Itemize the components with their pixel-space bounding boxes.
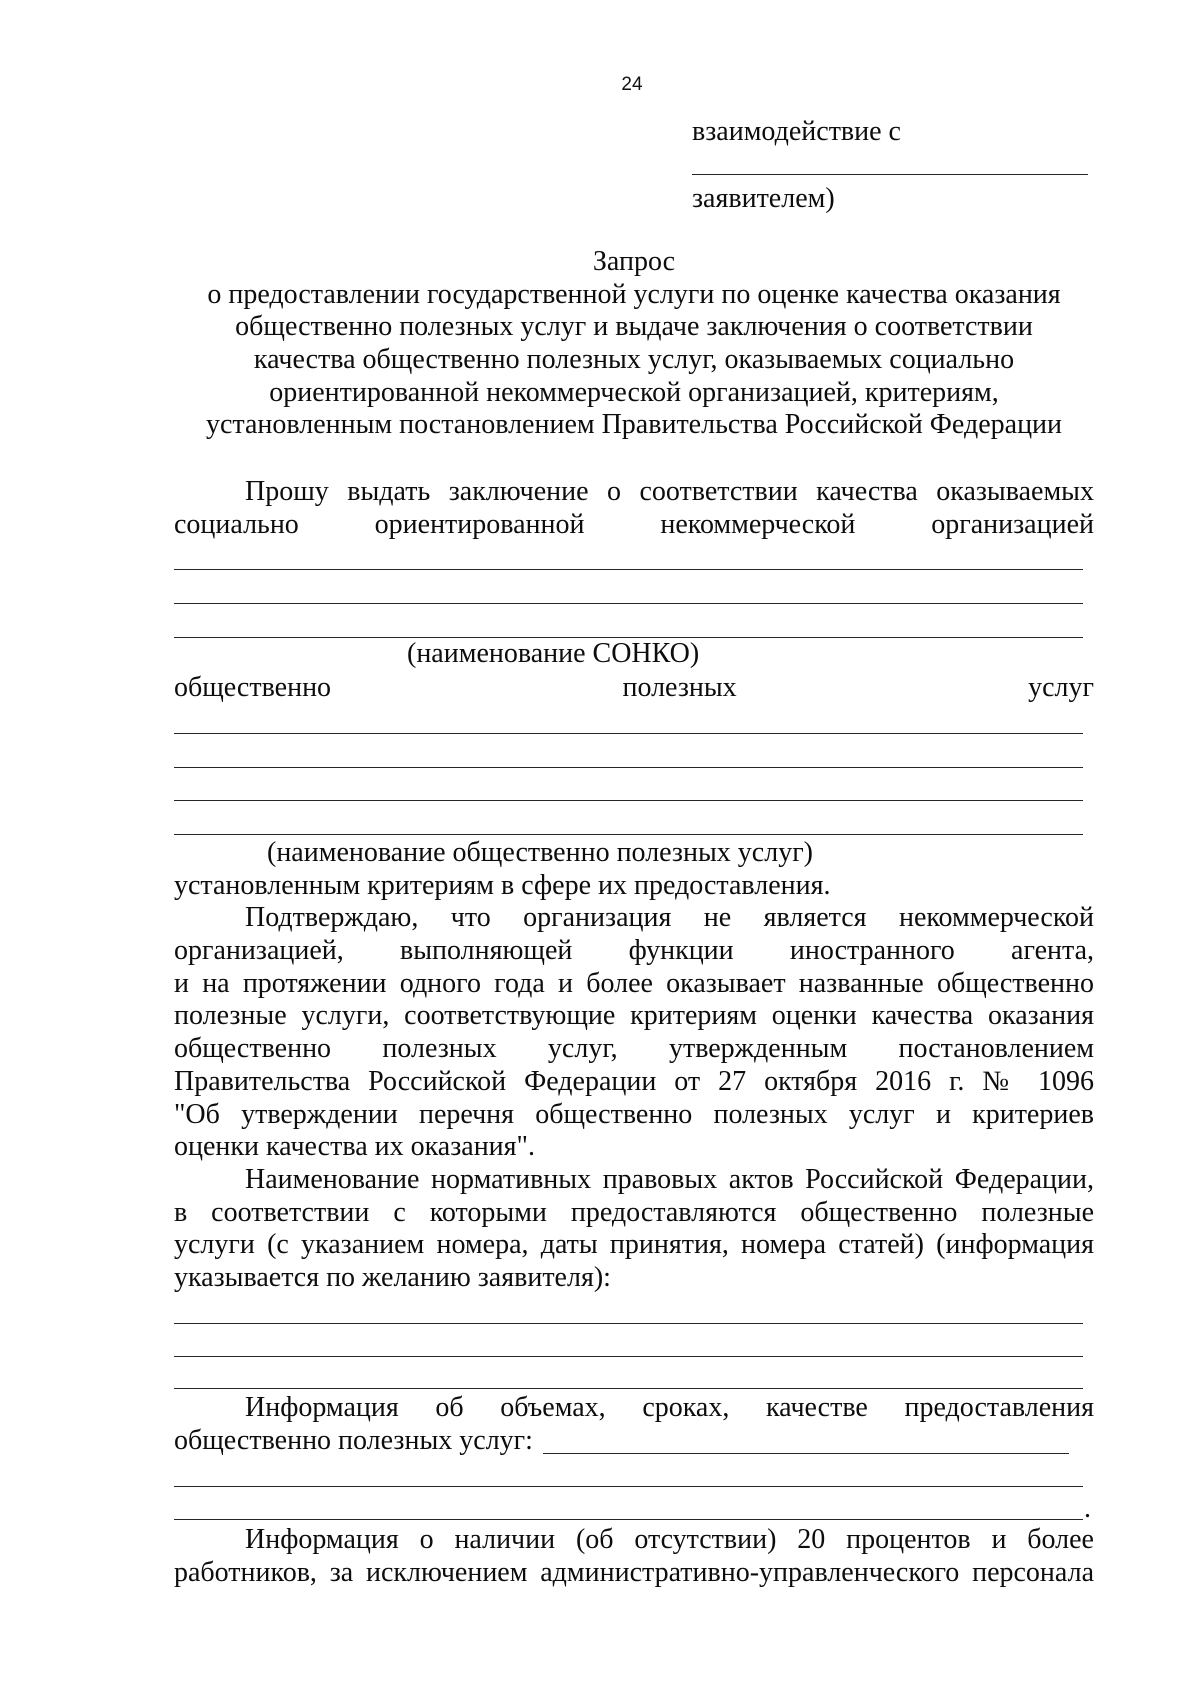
services-line: общественно полезных услуг: [174, 672, 1094, 703]
blank-fill-line: [174, 733, 1083, 734]
services-name-caption: (наименование общественно полезных услуг): [267, 837, 813, 868]
header-text-top: взаимодействие с: [692, 116, 901, 147]
page-number: 24: [621, 74, 643, 95]
blank-fill-line: [174, 603, 1083, 604]
legal-acts-line: в соответствии с которыми предоставляются общественно полезные: [174, 1196, 1094, 1228]
blank-fill-line: [174, 1486, 1083, 1487]
staff-paragraph: [174, 1524, 1094, 1589]
confirmation-line: и на протяжении одного года и более оказывает названные общественно: [174, 967, 1094, 999]
confirmation-line: Правительства Российской Федерации от 27 октября 2016 г. № 1096: [174, 1065, 1094, 1097]
services-line-block: [174, 672, 1094, 705]
volumes-line: общественно полезных услуг:: [174, 1424, 533, 1456]
blank-fill-line: [174, 1519, 1083, 1520]
confirmation-line: оценки качества их оказания".: [174, 1131, 535, 1163]
blank-fill-line: [174, 767, 1083, 768]
volumes-inline-fill-line: [543, 1453, 1069, 1454]
legal-acts-line: услуги (с указанием номера, даты принятия, номера статей) (информация: [174, 1229, 1094, 1261]
request-subtitle-line: ориентированной некоммерческой организацией, критериям,: [269, 376, 999, 408]
paragraph-line: социально ориентированной некоммерческой организацией: [174, 508, 1094, 540]
blank-fill-line: [174, 800, 1083, 801]
header-text-bottom: заявителем): [692, 183, 835, 214]
confirmation-line: полезные услуги, соответствующие критериям оценки качества оказания: [174, 1000, 1094, 1032]
request-subtitle-line: общественно полезных услуг и выдаче заключения о соответствии: [235, 311, 1033, 343]
confirmation-line: Подтверждаю, что организация не является некоммерческой: [245, 902, 1094, 934]
legal-acts-line: указывается по желанию заявителя):: [174, 1261, 611, 1293]
staff-line: работников, за исключением административно-управленческого персонала: [174, 1556, 1094, 1588]
volumes-paragraph: [174, 1392, 1094, 1457]
request-subtitle-line: качества общественно полезных услуг, оказываемых социально: [253, 344, 1015, 376]
main-text-block: [174, 837, 1094, 1295]
confirmation-line: организацией, выполняющей функции иностранного агента,: [174, 935, 1094, 967]
blank-fill-line: [174, 1388, 1083, 1389]
request-subtitle-line: установленным постановлением Правительства Российской Федерации: [205, 409, 1063, 441]
blank-fill-line: [174, 834, 1083, 835]
header-underline: [692, 174, 1088, 175]
legal-acts-line: Наименование нормативных правовых актов Российской Федерации,: [245, 1163, 1094, 1195]
blank-fill-line: [174, 569, 1083, 570]
confirmation-line: общественно полезных услуг, утвержденным постановлением: [174, 1033, 1094, 1065]
fill-line-end-period: .: [1084, 1493, 1091, 1524]
confirmation-line: "Об утверждении перечня общественно полезных услуг и критериев: [174, 1098, 1094, 1130]
org-name-caption: (наименование СОНКО): [407, 638, 700, 669]
request-subtitle-line: о предоставлении государственной услуги по оценке качества оказания: [207, 278, 1061, 310]
paragraph-line: Прошу выдать заключение о соответствии качества оказываемых: [245, 476, 1094, 507]
blank-fill-line: [174, 1323, 1083, 1324]
paragraph-line: установленным критериям в сфере их предоставления.: [174, 869, 831, 901]
blank-fill-line: [174, 1356, 1083, 1357]
staff-line: Информация о наличии (об отсутствии) 20 процентов и более: [245, 1524, 1094, 1555]
request-paragraph: [174, 476, 1094, 541]
request-title-block: [174, 246, 1094, 442]
volumes-line: Информация об объемах, сроках, качестве предоставления: [245, 1392, 1094, 1423]
request-heading: Запрос: [592, 246, 676, 277]
